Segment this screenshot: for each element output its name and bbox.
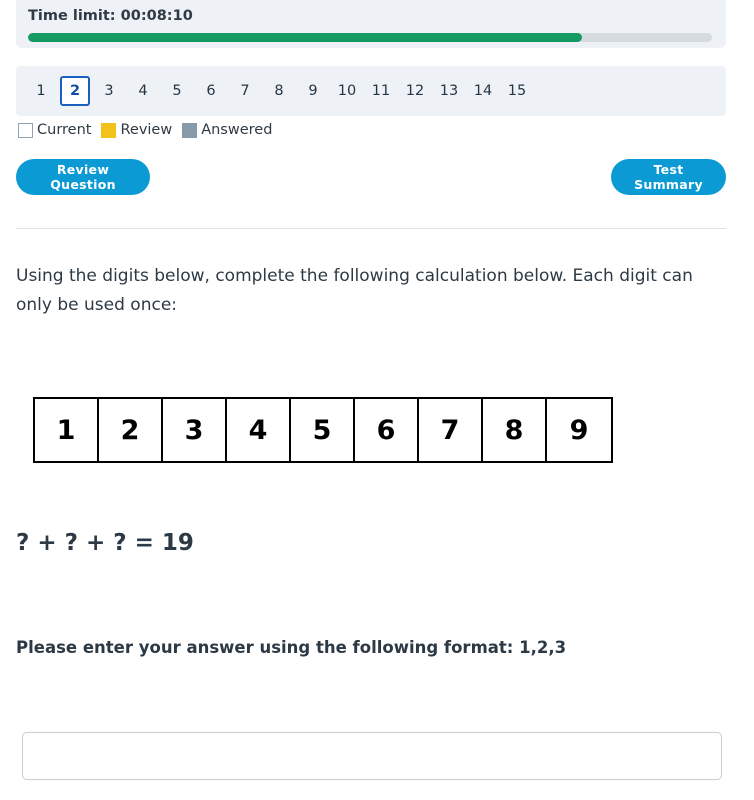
digit-cell: 8 [483,399,547,461]
question-nav-item[interactable]: 15 [507,83,527,99]
digit-cell: 6 [355,399,419,461]
legend-label-answered: Answered [201,122,273,138]
digit-cell: 1 [35,399,99,461]
question-nav-item[interactable]: 3 [104,83,114,99]
digit-cell: 4 [227,399,291,461]
digit-cell: 3 [163,399,227,461]
question-nav-item[interactable]: 5 [172,83,182,99]
section-divider [16,228,726,229]
digit-cell: 2 [99,399,163,461]
question-nav-item[interactable]: 6 [206,83,216,99]
question-nav-item[interactable]: 13 [439,83,459,99]
question-nav-item[interactable]: 11 [371,83,391,99]
question-nav-item[interactable]: 4 [138,83,148,99]
question-nav-item[interactable]: 8 [274,83,284,99]
question-navigator[interactable] [16,66,726,116]
review-question-button[interactable]: Review Question [16,159,150,195]
question-nav-item[interactable]: 12 [405,83,425,99]
legend-item-current [18,122,91,138]
digit-cell: 9 [547,399,611,461]
digit-cell: 7 [419,399,483,461]
test-summary-button[interactable]: Test Summary [611,159,726,195]
legend [18,122,282,138]
answer-format-hint: Please enter your answer using the following format: 1,2,3 [16,638,567,657]
legend-item-answered [182,122,272,138]
digit-cell: 5 [291,399,355,461]
digit-strip [33,397,613,463]
question-nav-item[interactable]: 14 [473,83,493,99]
answer-input[interactable] [22,732,722,780]
question-nav-item[interactable]: 7 [240,83,250,99]
question-prompt: Using the digits below, complete the following calculation below. Each digit can only be used once: [16,266,693,315]
time-progress-fill [28,33,582,42]
current-swatch-icon [18,123,33,138]
legend-label-current: Current [37,122,92,138]
review-swatch-icon [101,123,116,138]
equation-text: ? + ? + ? = 19 [16,530,194,556]
question-nav-item[interactable]: 10 [337,83,357,99]
legend-label-review: Review [120,122,173,138]
time-limit-label: Time limit: 00:08:10 [28,8,193,24]
question-nav-item[interactable]: 9 [308,83,318,99]
question-nav-item[interactable]: 1 [36,83,46,99]
timer-panel [16,0,726,48]
question-nav-item[interactable]: 2 [60,76,90,106]
legend-item-review [101,122,172,138]
time-progress-track [28,33,712,42]
answered-swatch-icon [182,123,197,138]
